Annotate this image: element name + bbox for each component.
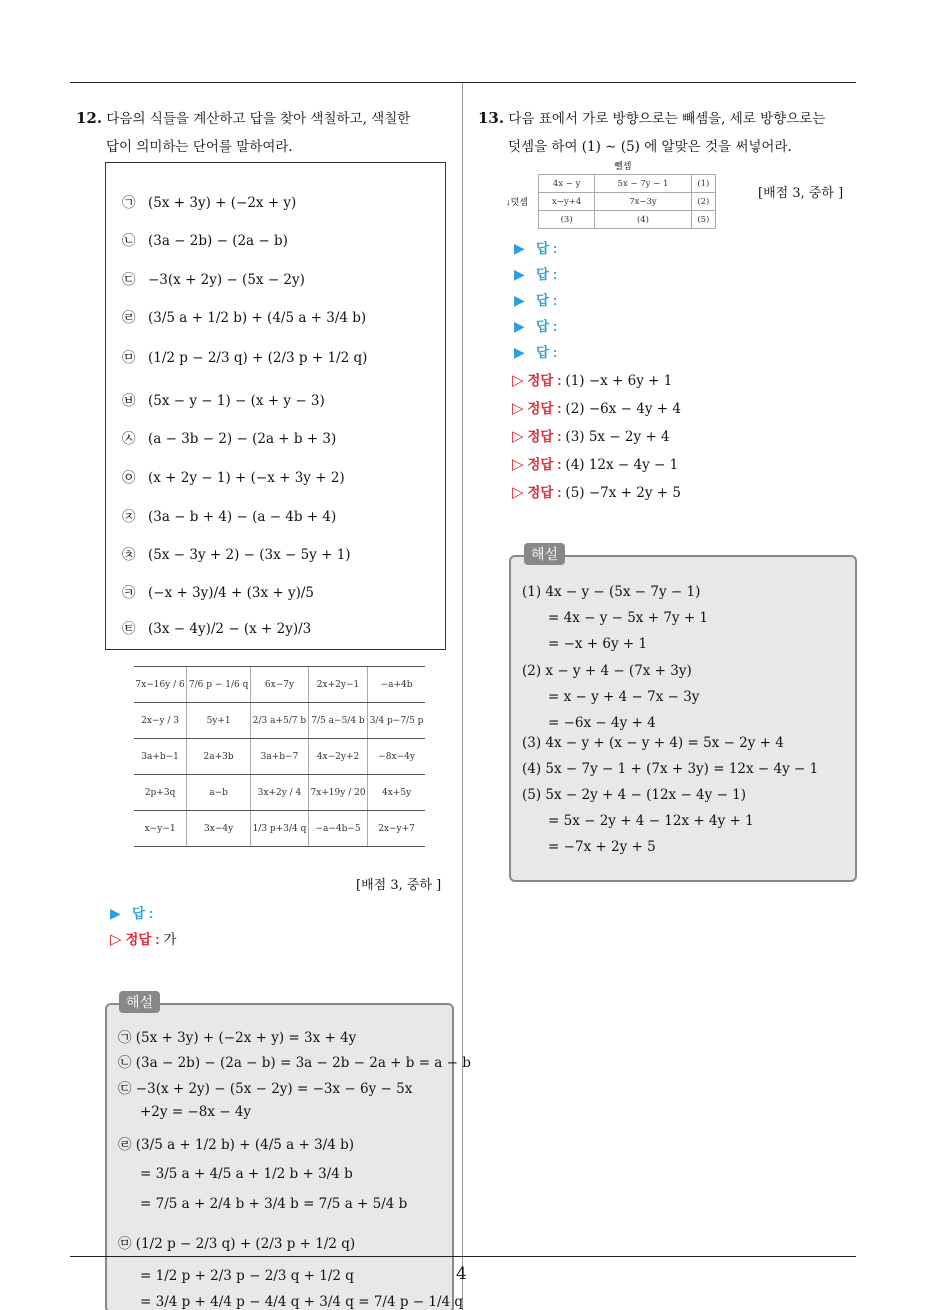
table-cell[interactable]: (4) <box>595 211 691 229</box>
outline-triangle-icon: ▷ <box>512 484 524 501</box>
grid-cell[interactable]: 2a+3b <box>187 739 251 775</box>
explanation-line: (3) 4x − y + (x − y + 4) = 5x − 2y + 4 <box>522 735 784 751</box>
play-triangle-icon: ▶ <box>110 905 121 921</box>
grid-cell[interactable]: 2x−y+7 <box>368 811 425 847</box>
grid-row <box>134 703 425 739</box>
question-number: 12. <box>76 109 103 127</box>
score-label: [배점 3, 중하 ] <box>758 186 844 201</box>
explanation-line: = −7x + 2y + 5 <box>548 839 656 855</box>
table-row <box>539 175 716 193</box>
explanation-line: ㉤ (1/2 p − 2/3 q) + (2/3 p + 1/2 q) <box>118 1236 356 1252</box>
table-cell[interactable]: (2) <box>691 193 715 211</box>
correct-answer: ▷ 정답 : (3) 5x − 2y + 4 <box>512 428 670 445</box>
play-triangle-icon: ▶ <box>514 344 525 360</box>
grid-cell[interactable]: 5y+1 <box>187 703 251 739</box>
answer-line: ▶ 답 : <box>514 344 558 360</box>
expression-item: ㉥ (5x − y − 1) − (x + y − 3) <box>122 393 325 409</box>
correct-answer: ▷ 정답 : (1) −x + 6y + 1 <box>512 372 673 389</box>
answer-grid <box>134 666 425 847</box>
score-label: [배점 3, 중하 ] <box>356 878 442 893</box>
grid-cell[interactable]: 2x−y / 3 <box>134 703 187 739</box>
grid-cell[interactable]: −a+4b <box>368 667 425 703</box>
table-cell[interactable]: (1) <box>691 175 715 193</box>
explanation-line: = x − y + 4 − 7x − 3y <box>548 689 700 705</box>
correct-answer: ▷ 정답 : (5) −7x + 2y + 5 <box>512 484 681 501</box>
explanation-line: = 5x − 2y + 4 − 12x + 4y + 1 <box>548 813 754 829</box>
grid-row <box>134 739 425 775</box>
table-cell[interactable]: (5) <box>691 211 715 229</box>
expression-item: ㉣ (3/5 a + 1/2 b) + (4/5 a + 3/4 b) <box>122 310 367 326</box>
explanation-line: ㉣ (3/5 a + 1/2 b) + (4/5 a + 3/4 b) <box>118 1137 354 1153</box>
grid-cell[interactable]: 2p+3q <box>134 775 187 811</box>
expression-item: ㉫ (3x − 4y)/2 − (x + 2y)/3 <box>122 621 312 637</box>
bottom-rule <box>70 1256 856 1257</box>
explanation-line: = 1/2 p + 2/3 p − 2/3 q + 1/2 q <box>140 1268 354 1284</box>
play-triangle-icon: ▶ <box>514 318 525 334</box>
answer-line: ▶ 답 : <box>110 905 154 921</box>
play-triangle-icon: ▶ <box>514 266 525 282</box>
grid-cell[interactable]: 7/5 a−5/4 b <box>308 703 367 739</box>
table-cell: 4x − y <box>539 175 595 193</box>
expression-item: ㉨ (3a − b + 4) − (a − 4b + 4) <box>122 509 337 525</box>
grid-row <box>134 667 425 703</box>
table-side-label: ↓덧셈 <box>506 197 528 207</box>
expression-item: ㉤ (1/2 p − 2/3 q) + (2/3 p + 1/2 q) <box>122 350 368 366</box>
grid-cell[interactable]: 3a+b−7 <box>251 739 309 775</box>
play-triangle-icon: ▶ <box>514 292 525 308</box>
explanation-line: (5) 5x − 2y + 4 − (12x − 4y − 1) <box>522 787 747 803</box>
table-row <box>539 193 716 211</box>
question-text-cont: 덧셈을 하여 (1) ∼ (5) 에 알맞은 것을 써넣어라. <box>508 139 792 155</box>
expression-item: ㉡ (3a − 2b) − (2a − b) <box>122 233 288 249</box>
explanation-line: (4) 5x − 7y − 1 + (7x + 3y) = 12x − 4y − 1 <box>522 761 819 777</box>
expression-item: ㉦ (a − 3b − 2) − (2a + b + 3) <box>122 431 337 447</box>
expression-box <box>105 162 446 650</box>
grid-row <box>134 775 425 811</box>
explanation-tag: 해설 <box>524 543 565 565</box>
grid-cell[interactable]: x−y−1 <box>134 811 187 847</box>
explanation-box <box>105 1003 454 1310</box>
top-rule <box>70 82 856 83</box>
grid-cell[interactable]: 7/6 p − 1/6 q <box>187 667 251 703</box>
explanation-line: ㉡ (3a − 2b) − (2a − b) = 3a − 2b − 2a + b = a − b <box>118 1055 471 1071</box>
question-text: 다음 표에서 가로 방향으로는 빼셈을, 세로 방향으로는 <box>508 111 826 127</box>
explanation-line: +2y = −8x − 4y <box>140 1104 252 1120</box>
explanation-line: = −x + 6y + 1 <box>548 636 648 652</box>
grid-cell[interactable]: 2/3 a+5/7 b <box>251 703 309 739</box>
question-text: 다음의 식들을 계산하고 답을 찾아 색칠하고, 색칠한 <box>106 111 411 127</box>
table-header-label: 뺄셈 <box>614 161 632 171</box>
grid-cell[interactable]: a−b <box>187 775 251 811</box>
table-cell[interactable]: (3) <box>539 211 595 229</box>
question-text-cont: 답이 의미하는 단어를 말하여라. <box>106 139 293 155</box>
grid-cell[interactable]: 4x−2y+2 <box>308 739 367 775</box>
outline-triangle-icon: ▷ <box>512 400 524 417</box>
grid-cell[interactable]: −a−4b−5 <box>308 811 367 847</box>
answer-line: ▶ 답 : <box>514 266 558 282</box>
table-cell: 7x−3y <box>595 193 691 211</box>
expression-item: ㉢ −3(x + 2y) − (5x − 2y) <box>122 272 305 288</box>
correct-answer: ▷ 정답 : (2) −6x − 4y + 4 <box>512 400 681 417</box>
table-row <box>539 211 716 229</box>
play-triangle-icon: ▶ <box>514 240 525 256</box>
correct-answer: ▷ 정답 : 가 <box>110 931 177 948</box>
grid-cell[interactable]: −8x−4y <box>368 739 425 775</box>
grid-cell[interactable]: 1/3 p+3/4 q <box>251 811 309 847</box>
grid-cell[interactable]: 2x+2y−1 <box>308 667 367 703</box>
explanation-line: = 3/5 a + 4/5 a + 1/2 b + 3/4 b <box>140 1166 353 1182</box>
explanation-line: (2) x − y + 4 − (7x + 3y) <box>522 663 692 679</box>
operation-table <box>538 174 716 229</box>
question-12 <box>76 104 458 161</box>
grid-cell[interactable]: 4x+5y <box>368 775 425 811</box>
outline-triangle-icon: ▷ <box>512 372 524 389</box>
explanation-line: ㉠ (5x + 3y) + (−2x + y) = 3x + 4y <box>118 1030 357 1046</box>
grid-cell[interactable]: 3/4 p−7/5 p <box>368 703 425 739</box>
page-number: 4 <box>456 1264 467 1284</box>
outline-triangle-icon: ▷ <box>512 456 524 473</box>
explanation-line: ㉢ −3(x + 2y) − (5x − 2y) = −3x − 6y − 5x <box>118 1081 413 1097</box>
expression-item: ㉩ (5x − 3y + 2) − (3x − 5y + 1) <box>122 547 351 563</box>
question-number: 13. <box>478 109 505 127</box>
column-divider <box>462 83 463 1310</box>
grid-cell[interactable]: 3x+2y / 4 <box>251 775 309 811</box>
correct-answer: ▷ 정답 : (4) 12x − 4y − 1 <box>512 456 679 473</box>
explanation-line: = 4x − y − 5x + 7y + 1 <box>548 610 709 626</box>
explanation-line: = 3/4 p + 4/4 p − 4/4 q + 3/4 q = 7/4 p − 1/4 q <box>140 1294 464 1310</box>
explanation-line: = 7/5 a + 2/4 b + 3/4 b = 7/5 a + 5/4 b <box>140 1196 408 1212</box>
expression-item: ㉪ (−x + 3y)/4 + (3x + y)/5 <box>122 585 314 601</box>
question-13 <box>478 104 862 161</box>
table-cell: x−y+4 <box>539 193 595 211</box>
expression-item: ㉧ (x + 2y − 1) + (−x + 3y + 2) <box>122 470 345 486</box>
answer-line: ▶ 답 : <box>514 240 558 256</box>
answer-line: ▶ 답 : <box>514 292 558 308</box>
explanation-line: = −6x − 4y + 4 <box>548 715 656 731</box>
expression-item: ㉠ (5x + 3y) + (−2x + y) <box>122 195 297 211</box>
outline-triangle-icon: ▷ <box>512 428 524 445</box>
table-cell: 5x − 7y − 1 <box>595 175 691 193</box>
grid-cell[interactable]: 7x+19y / 20 <box>308 775 367 811</box>
answer-line: ▶ 답 : <box>514 318 558 334</box>
grid-cell[interactable]: 3a+b−1 <box>134 739 187 775</box>
grid-cell[interactable]: 6x−7y <box>251 667 309 703</box>
grid-row <box>134 811 425 847</box>
grid-cell[interactable]: 7x−16y / 6 <box>134 667 187 703</box>
grid-cell[interactable]: 3x−4y <box>187 811 251 847</box>
outline-triangle-icon: ▷ <box>110 931 122 948</box>
explanation-tag: 해설 <box>119 991 160 1013</box>
explanation-line: (1) 4x − y − (5x − 7y − 1) <box>522 584 701 600</box>
